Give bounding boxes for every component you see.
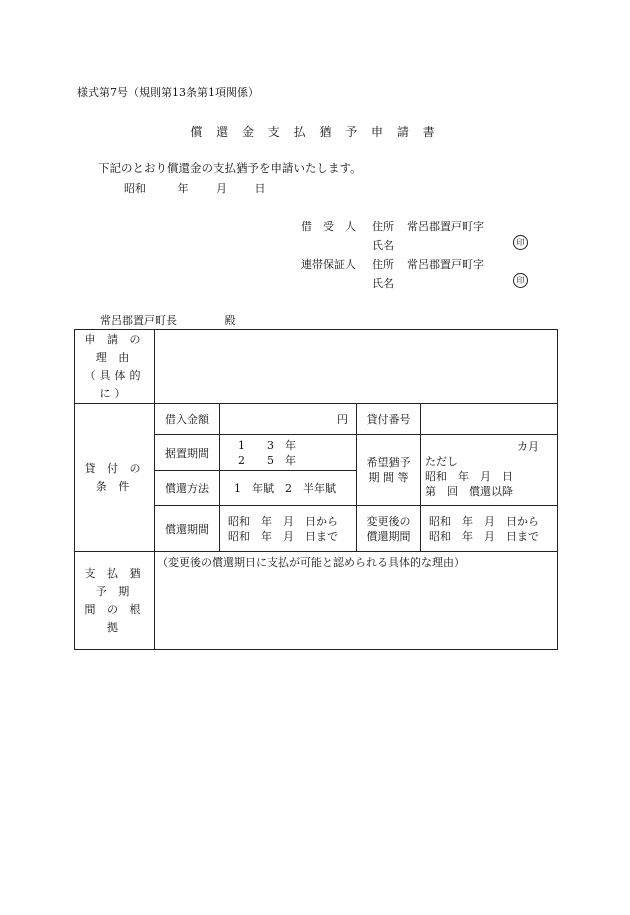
requested-proviso: ただし	[425, 455, 458, 468]
borrower-address-value: 常呂郡置戸町字	[407, 220, 484, 233]
changed-period-to: 昭和 年 月 日まで	[429, 529, 539, 543]
date-day: 日	[254, 182, 266, 195]
date-era: 昭和	[124, 182, 146, 195]
months-unit: カ月	[517, 440, 539, 453]
requested-period-field[interactable]	[421, 435, 558, 506]
borrower-label: 借 受 人	[301, 220, 356, 233]
basis-label: 支 払 猶 予 期 間 の 根 拠	[75, 552, 155, 650]
addressee-honorific: 殿	[224, 314, 236, 327]
date-year: 年	[177, 182, 189, 195]
guarantor-label: 連帯保証人	[301, 258, 356, 271]
changed-period-field[interactable]	[421, 506, 558, 552]
loan-number-field[interactable]	[421, 404, 558, 435]
deferment-options[interactable]	[220, 435, 357, 471]
yen-unit: 円	[337, 413, 348, 426]
deferment-label: 据置期間	[155, 435, 220, 471]
repayment-method-label: 償還方法	[155, 471, 220, 506]
deferment-option-2[interactable]: 2 5 年	[238, 453, 296, 467]
reason-field[interactable]	[155, 330, 558, 404]
deferment-option-1[interactable]: 1 3 年	[238, 438, 296, 452]
form-number: 様式第7号（規則第13条第1項関係）	[77, 86, 259, 99]
basis-note: （変更後の償還期日に支払が可能と認められる具体的な理由）	[157, 556, 465, 569]
repayment-period-from: 昭和 年 月 日から	[228, 514, 338, 528]
borrower-seal: 印	[513, 235, 528, 250]
loan-number-label: 貸付番号	[357, 404, 421, 435]
guarantor-address-label: 住所	[372, 258, 394, 271]
borrower-address-label: 住所	[372, 220, 394, 233]
requested-installment: 第 回 償還以降	[425, 485, 513, 498]
addressee-name: 常呂郡置戸町長	[100, 314, 177, 327]
date-month: 月	[216, 182, 227, 195]
loan-terms-label: 貸 付 の 条 件	[75, 404, 155, 552]
changed-period-label: 変更後の 償還期間	[357, 506, 421, 552]
repayment-period-to: 昭和 年 月 日まで	[228, 529, 338, 543]
addressee	[100, 312, 236, 328]
document-title: 償 還 金 支 払 猶 予 申 請 書	[190, 125, 440, 139]
repayment-method-options[interactable]: 1 年賦 2 半年賦	[220, 471, 357, 506]
requested-period-label: 希望猶予 期 間 等	[357, 435, 421, 506]
guarantor-seal: 印	[513, 273, 528, 288]
loan-amount-field[interactable]	[220, 404, 357, 435]
repayment-period-label: 償還期間	[155, 506, 220, 552]
changed-period-from: 昭和 年 月 日から	[429, 514, 539, 528]
loan-amount-label: 借入金額	[155, 404, 220, 435]
repayment-period-field[interactable]	[220, 506, 357, 552]
reason-label: 申 請 の 理 由 （具体的に）	[75, 330, 155, 404]
guarantor-name-label: 氏名	[372, 277, 394, 290]
basis-field[interactable]	[155, 552, 558, 650]
application-table	[74, 329, 558, 650]
application-date	[124, 180, 266, 196]
guarantor-address-value: 常呂郡置戸町字	[407, 258, 484, 271]
requested-date: 昭和 年 月 日	[425, 470, 513, 483]
borrower-name-label: 氏名	[372, 239, 394, 252]
intro-text: 下記のとおり償還金の支払猶予を申請いたします。	[98, 161, 362, 175]
